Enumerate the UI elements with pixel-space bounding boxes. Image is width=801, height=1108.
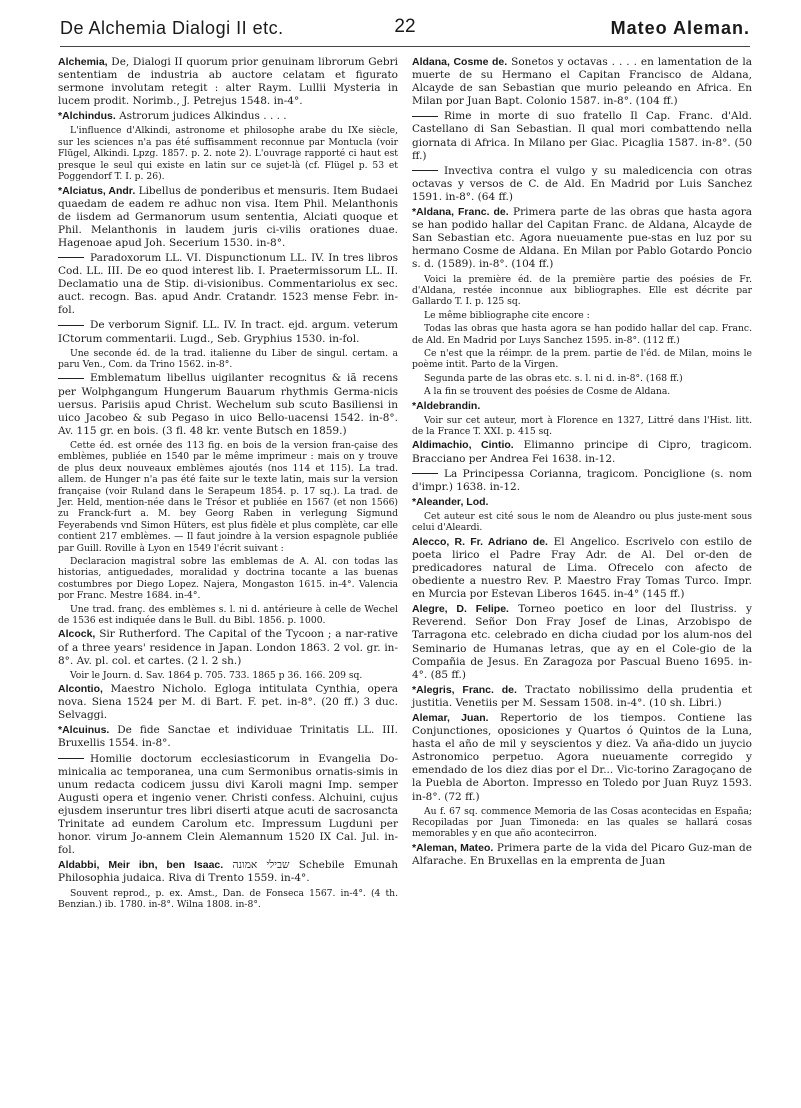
sub-entry bbox=[412, 165, 752, 204]
entry-note: Segunda parte de las obras etc. s. l. ni d. in-8°. (168 ff.) bbox=[424, 372, 683, 384]
bibliography-entry bbox=[58, 683, 398, 722]
bibliography-entry bbox=[412, 400, 752, 413]
bibliography-entry bbox=[58, 110, 398, 123]
bibliography-entry bbox=[412, 712, 752, 804]
entry-text: Elimanno principe di Cipro, tragicom. Bracciano per Andrea Fei 1638. in-12. bbox=[412, 439, 752, 465]
sub-entry bbox=[58, 372, 398, 437]
entry-heading: Alemar, Juan. bbox=[412, 711, 489, 724]
page-number: 22 bbox=[394, 16, 416, 37]
entry-heading: *Aldana, Franc. de. bbox=[412, 206, 509, 219]
entry-note: Ce n'est que la réimpr. de la prem. partie de l'éd. de Milan, moins le poème intit. Parto de la Virgen. bbox=[412, 347, 752, 371]
entry-heading: Alegre, D. Felipe. bbox=[412, 603, 509, 616]
entry-text: El Angelico. Escrivelo con estilo de poeta lirico el Padre Fray Adr. de Al. Del or-den de predicadores natural de Lima. Ofrecelo con afecto de obediente a nuestro Rev. P. Maestro Fray Tomas Turco. Impr. en Murcia por Estevan Liberos 1645. in-4° (145 ff.) bbox=[412, 535, 752, 601]
sub-entry-text: Emblematum libellus uigilanter recognitus & iã recens per Wolphgangum Hungerum Bauarum rhythmis Germa-nicis uersus. Parisiis apud Christ. Wechelum sub scuto Basiliensi in uico Jacobeo & sub Pegaso in uico Bello-uacensi 1542. in-8°. Av. 115 gr. en bois. (3 fl. 48 kr. vente Butsch en 1859.) bbox=[58, 372, 398, 437]
bibliography-entry bbox=[412, 439, 752, 465]
entry-note: L'influence d'Alkindi, astronome et philosophe arabe du IXe siècle, sur les sciences n'a pas été suffisamment reconnue par Montucla (voir Flügel, Alkindi. Lpzg. 1857. p. 2. note 2). L'ouvrage rapporté ci haut est presque le seul qui existe en latin sur ce sujet-là (cf. Flügel p. 53 et Poggendorf T. I. p. 26). bbox=[58, 125, 398, 183]
sub-entry bbox=[58, 252, 398, 317]
sub-entry bbox=[412, 110, 752, 162]
ditto-dash bbox=[58, 378, 84, 379]
entry-text: שבילי אמונה Schebile Emunah Philosophia judaica. Riva di Trento 1559. in-4°. bbox=[58, 859, 399, 885]
sub-entry bbox=[412, 468, 752, 494]
entry-text: Primera parte de las obras que hasta agora se han podido hallar del Capitan Franc. de Aldana, Alcayde de San Sebastian etc. Agora nueuamente pue-stas en luz por su hermano Cosme de Aldana. En Milan por Pablo Gotardo Poncio s. d. (1589). in-8°. (104 ff.) bbox=[412, 206, 752, 271]
entry-heading: Alchemia, bbox=[58, 56, 108, 68]
right-column bbox=[412, 56, 752, 870]
entry-heading: Alcontio, bbox=[58, 683, 103, 696]
sub-entry bbox=[58, 753, 398, 858]
entry-text: De, Dialogi II quorum prior genuinam librorum Gebri sententiam de industria ab auctore celatam et figurato sermone involutam retegit : alter Raym. Lullii Mysteria in lucem prodit. Norimb., J. Petrejus 1548. in-4°. bbox=[58, 56, 398, 108]
entry-heading: Aldabbi, Meir ibn, ben Isaac. bbox=[58, 859, 224, 872]
entry-heading: *Alchindus. bbox=[58, 110, 116, 123]
bibliography-entry bbox=[58, 56, 398, 108]
ditto-dash bbox=[412, 116, 438, 117]
entry-heading: *Alciatus, Andr. bbox=[58, 184, 136, 197]
sub-entry-text: Invectiva contra el vulgo y su maledicencia con otras octavas y versos de C. de Ald. En Madrid por Luis Sanchez 1591. in-8°. (64 ff.) bbox=[412, 164, 752, 203]
entry-note: Todas las obras que hasta agora se han podido hallar del cap. Franc. de Ald. En Madrid por Luys Sanchez 1595. in-8°. (112 ff.) bbox=[412, 323, 752, 346]
entry-heading: Aldana, Cosme de. bbox=[412, 56, 508, 68]
entry-note: Voici la première éd. de la première partie des poésies de Fr. d'Aldana, restée inconnue aux bibliographes. Elle est décrite par Gallardo T. I. p. 125 sq. bbox=[412, 273, 752, 308]
bibliography-entry bbox=[412, 684, 752, 710]
bibliography-entry bbox=[412, 56, 752, 108]
left-column bbox=[58, 56, 398, 912]
entry-text: Sir Rutherford. The Capital of the Tycoon ; a nar-rative of a three years' residence in Japan. London 1863. 2 vol. gr. in-8°. Av. pl. col. et cartes. (2 l. 2 sh.) bbox=[58, 628, 398, 667]
entry-heading: Aldimachio, Cintio. bbox=[412, 439, 514, 452]
ditto-dash bbox=[412, 473, 438, 474]
ditto-dash bbox=[58, 325, 84, 326]
sub-entry-text: La Principessa Corianna, tragicom. Ponciglione (s. nom d'impr.) 1638. in-12. bbox=[412, 467, 752, 493]
entry-text: Libellus de ponderibus et mensuris. Item Budaei quaedam de eadem re adhuc non visa. Item Phil. Melanthonis de iisdem ad Germanorum usum sententia, Alciati quoque et Phil. Melanthonis in laudem juris ci-vilis orationes duae. Hagenoae apud Joh. Secerium 1530. in-8°. bbox=[58, 184, 398, 249]
header-left-title: De Alchemia Dialogi II etc. bbox=[60, 18, 284, 38]
sub-entry-text: Homilie doctorum ecclesiasticorum in Evangelia Do-minicalia ac temporanea, una cum Sermonibus ornatis-simis in unum redacta codicem jussu divi Karoli magni Imp. semper Augusti opera et ingenio vener. Christi confess. Alchuini, cujus ejusdem inseruntur tres libri diserti atque acuti de sacrosancta Trinitate ad eundem Carolum etc. Impressum Lugduni per honor. virum Jo-annem Clein Alemannum 1520 IX Cal. Jul. in-fol. bbox=[58, 752, 398, 857]
bibliography-entry bbox=[412, 536, 752, 601]
entry-heading: *Aleman, Mateo. bbox=[412, 841, 494, 854]
entry-note: Au f. 67 sq. commence Memoria de las Cosas acontecidas en España; Recopiladas por Juan Timoneda: en las quales se hallará cosas memorables y en que año acontecirron. bbox=[412, 805, 752, 840]
entry-text: Torneo poetico en loor del Ilustriss. y Reverend. Señor Don Fray Josef de Linas, Arzobispo de Tarragona etc. celebrado en dicha ciudad por los alum-nos del Seminario de Humanas letras, que ay en el Cole-gio de la Compañia de Jesus. En Zaragoza por Pascual Bueno 1695. in-4°. (85 ff.) bbox=[412, 603, 752, 681]
entry-text: Primera parte de la vida del Picaro Guz-man de Alfarache. En Bruxellas en la emprenta de Juan bbox=[412, 841, 752, 867]
bibliography-entry bbox=[412, 496, 752, 509]
entry-text: Repertorio de los tiempos. Contiene las Conjunctiones, oposiciones y Quartos ó Quintos de la Luna, hasta el año de mil y seyscientos y diez. Va aña-dido un juycio Astronomico perpetuo. Agora nueuamente corregido y emendado de los diez dias por el Dr... Vic-torino Zaragoçano de la Puebla de Aborton. Impresso en Toledo por Juan Ruyz 1593. in-8°. (72 ff.) bbox=[412, 711, 752, 803]
sub-entry-text: Rime in morte di suo fratello Il Cap. Franc. d'Ald. Castellano di San Sebastian. Il qual mori combattendo nella giornata di Africa. In Milano per Giac. Picaglia 1587. in-8°. (50 ff.) bbox=[412, 110, 752, 162]
entry-text: De fide Sanctae et individuae Trinitatis LL. III. Bruxellis 1554. in-8°. bbox=[58, 724, 398, 750]
entry-heading: Alecco, R. Fr. Adriano de. bbox=[412, 535, 548, 548]
ditto-dash bbox=[58, 758, 84, 759]
ditto-dash bbox=[412, 170, 438, 171]
entry-heading: *Aleander, Lod. bbox=[412, 495, 489, 508]
sub-entry-text: De verborum Signif. LL. IV. In tract. ejd. argum. veterum ICtorum commentarii. Lugd., Seb. Gryphius 1530. in-fol. bbox=[58, 319, 398, 345]
entry-note: Une trad. franç. des emblèmes s. l. ni d. antérieure à celle de Wechel de 1536 est indiquée dans le Bull. du Bibl. 1856. p. 1000. bbox=[58, 603, 398, 626]
bibliography-entry bbox=[412, 842, 752, 868]
bibliography-entry bbox=[412, 206, 752, 271]
entry-heading: *Alcuinus. bbox=[58, 724, 110, 737]
entry-note: Declaracion magistral sobre las emblemas de A. Al. con todas las historias, antiguedades, moralidad y doctrina tocante a las buenas costumbres por Diego Lopez. Najera, Mongaston 1615. in-4°. Valencia por Franc. Mestre 1684. in-4°. bbox=[58, 555, 398, 602]
entry-note: Voir le Journ. d. Sav. 1864 p. 705. 733. 1865 p 36. 166. 209 sq. bbox=[70, 669, 363, 681]
entry-text: Astrorum judices Alkindus . . . . bbox=[115, 110, 287, 123]
running-header bbox=[60, 14, 750, 44]
header-rule bbox=[60, 46, 750, 47]
entry-note: Cet auteur est cité sous le nom de Aleandro ou plus juste-ment sous celui d'Aleardi. bbox=[412, 510, 752, 534]
bibliography-entry bbox=[58, 724, 398, 750]
entry-note: A la fin se trouvent des poésies de Cosme de Aldana. bbox=[424, 386, 671, 398]
entry-heading: *Alegris, Franc. de. bbox=[412, 683, 517, 696]
entry-note: Voir sur cet auteur, mort à Florence en 1327, Littré dans l'Hist. litt. de la France T. XXI. p. 415 sq. bbox=[412, 414, 752, 438]
entry-note: Le même bibliographe cite encore : bbox=[424, 309, 590, 321]
entry-note: Souvent reprod., p. ex. Amst., Dan. de Fonseca 1567. in-4°. (4 th. Benzian.) ib. 1780. in-8°. Wilna 1808. in-8°. bbox=[58, 887, 398, 910]
bibliography-entry bbox=[58, 859, 398, 885]
bibliography-entry bbox=[58, 185, 398, 250]
sub-entry bbox=[58, 319, 398, 345]
entry-text: Maestro Nicholo. Egloga intitulata Cynthia, opera nova. Siena 1524 per M. di Bart. F. pet. in-8°. (20 ff.) 3 duc. Selvaggi. bbox=[58, 683, 398, 722]
header-right-title: Mateo Aleman. bbox=[610, 18, 750, 38]
entry-note: Une seconde éd. de la trad. italienne du Liber de singul. certam. a paru Ven., Com. da Trino 1562. in-8°. bbox=[58, 347, 398, 371]
entry-text: Sonetos y octavas . . . . en lamentation de la muerte de su Hermano el Capitan Francisco de Aldana, Alcayde de san Sebastian que murio peleando en Africa. En Milan por Juan Bapt. Colonio 1587. in-8°. (104 ff.) bbox=[412, 56, 752, 108]
entry-note: Cette éd. est ornée des 113 fig. en bois de la version fran-çaise des emblèmes, publiée en 1540 par le même imprimeur : mais on y trouve de plus deux nouveaux emblèmes ajoutés (nos 114 et 115). La trad. allem. de Hunger n'a pas été faite sur le texte latin, mais sur la version française (voir Ruland dans le Serapeum 1854. p. 17 sq.). La trad. de Jer. Held, mention-née dans le Trésor et publiée en 1567 (et non 1566) zu Franck-furt a. M. bey Georg Raben in verlegung Sigmund Feyerabends vnd Simon Hüters, est plus fidèle et plus complète, car elle contient 217 emblèmes. — Il faut joindre à la version espagnole publiée par Guill. Roville à Lyon en 1549 l'écrit suivant : bbox=[58, 439, 398, 554]
entry-heading: Alcock, bbox=[58, 628, 96, 641]
sub-entry-text: Paradoxorum LL. VI. Dispunctionum LL. IV. In tres libros Cod. LL. III. De eo quod interest lib. I. Praetermissorum LL. II. Declamatio una de Stip. di-visionibus. Commentariolus ex sec. auct. recogn. Bas. apud Andr. Cratandr. 1523 mense Febr. in-fol. bbox=[58, 251, 398, 317]
entry-text: Tractato nobilissimo della prudentia et justitia. Venetiis per M. Sessam 1508. in-4°. (10 sh. Libri.) bbox=[412, 683, 752, 709]
bibliography-entry bbox=[58, 628, 398, 667]
entry-heading: *Aldebrandin. bbox=[412, 399, 481, 412]
bibliography-entry bbox=[412, 603, 752, 682]
ditto-dash bbox=[58, 257, 84, 258]
